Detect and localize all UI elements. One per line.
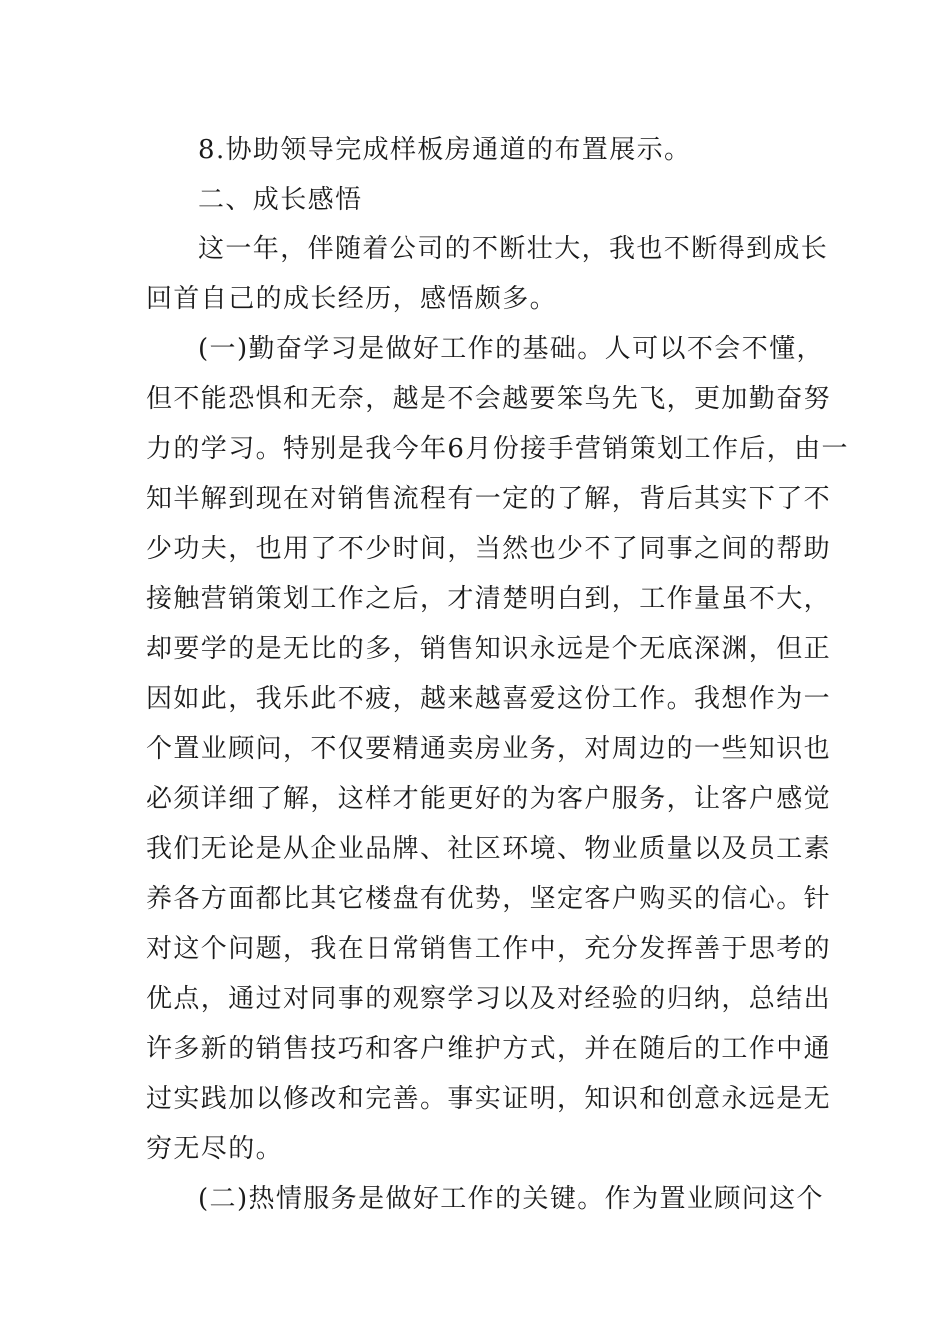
text-line: 穷无尽的。: [146, 1134, 284, 1164]
text-line: 优点，通过对同事的观察学习以及对经验的归纳，总结出: [146, 984, 832, 1014]
section-heading: 二、成长感悟: [198, 185, 363, 215]
text-line: 接触营销策划工作之后，才清楚明白到，工作量虽不大，: [146, 584, 832, 614]
text-line: 这一年，伴随着公司的不断壮大，我也不断得到成长: [198, 234, 829, 264]
text-line: 许多新的销售技巧和客户维护方式，并在随后的工作中通: [146, 1034, 832, 1064]
text-line: 过实践加以修改和完善。事实证明，知识和创意永远是无: [146, 1084, 832, 1114]
text-line: 我们无论是从企业品牌、社区环境、物业质量以及员工素: [146, 834, 832, 864]
text-line: 力的学习。特别是我今年6月份接手营销策划工作后，由一: [146, 434, 849, 464]
text-line: 养各方面都比其它楼盘有优势，坚定客户购买的信心。针: [146, 884, 832, 914]
text-line: 个置业顾问，不仅要精通卖房业务，对周边的一些知识也: [146, 734, 832, 764]
text-line: (一)勤奋学习是做好工作的基础。人可以不会不懂，: [198, 334, 824, 364]
text-line: 但不能恐惧和无奈，越是不会越要笨鸟先飞，更加勤奋努: [146, 384, 832, 414]
text-line: 8.协助领导完成样板房通道的布置展示。: [198, 135, 692, 165]
text-line: 少功夫，也用了不少时间，当然也少不了同事之间的帮助: [146, 534, 832, 564]
text-line: (二)热情服务是做好工作的关键。作为置业顾问这个: [198, 1184, 824, 1214]
text-line: 回首自己的成长经历，感悟颇多。: [146, 284, 558, 314]
text-line: 对这个问题，我在日常销售工作中，充分发挥善于思考的: [146, 934, 832, 964]
text-line: 必须详细了解，这样才能更好的为客户服务，让客户感觉: [146, 784, 832, 814]
text-line: 知半解到现在对销售流程有一定的了解，背后其实下了不: [146, 484, 832, 514]
text-line: 却要学的是无比的多，销售知识永远是个无底深渊，但正: [146, 634, 832, 664]
text-line: 因如此，我乐此不疲，越来越喜爱这份工作。我想作为一: [146, 684, 832, 714]
